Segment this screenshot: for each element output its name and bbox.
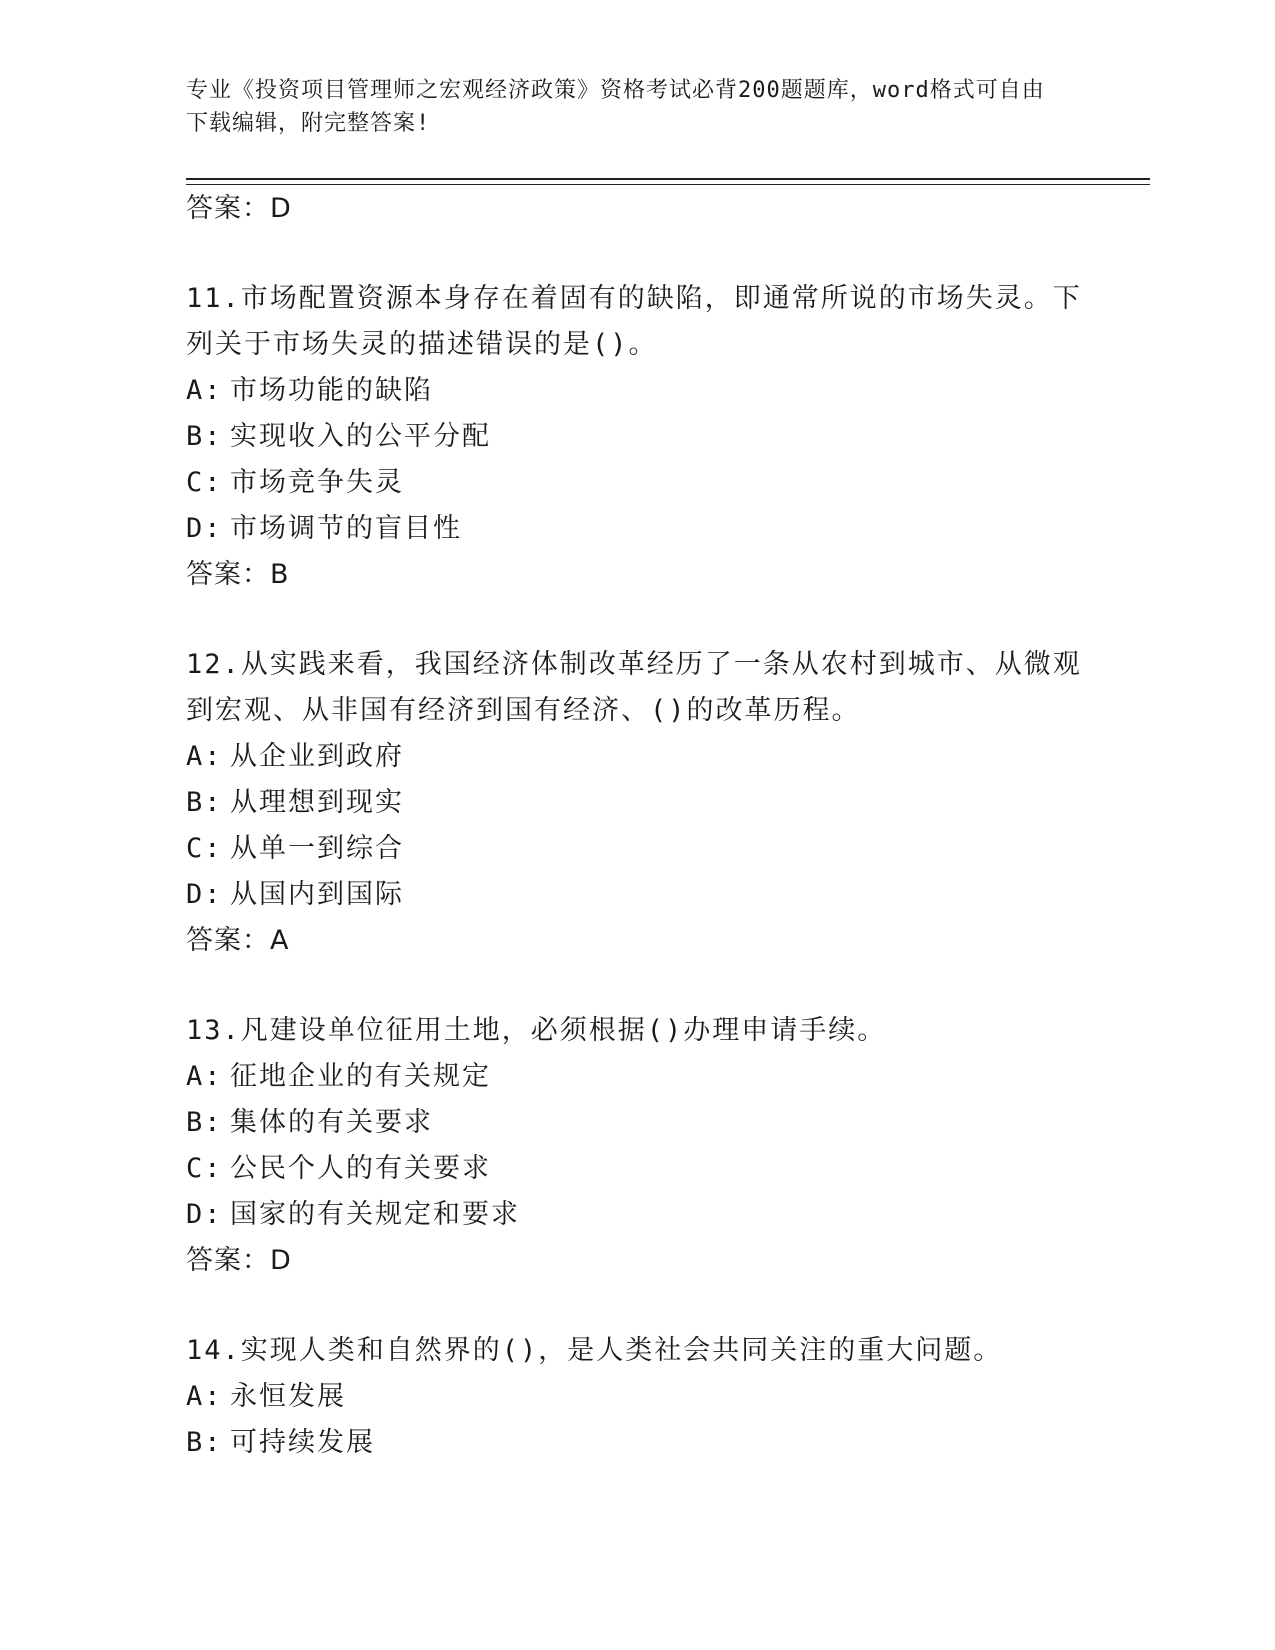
option-text: 实现收入的公平分配: [230, 421, 491, 452]
header-divider: [186, 178, 1150, 180]
answer-line: 答案：B: [186, 559, 290, 590]
question-stem: 13.凡建设单位征用土地，必须根据()办理申请手续。: [186, 1015, 887, 1046]
option-text: 市场功能的缺陷: [230, 375, 433, 406]
option-a: [186, 734, 1086, 780]
option-text: 可持续发展: [230, 1427, 375, 1458]
option-a: [186, 368, 1086, 414]
question-stem: 12.从实践来看，我国经济体制改革经历了一条从农村到城市、从微观到宏观、从非国有经济到国有经济、()的改革历程。: [186, 649, 1082, 726]
answer-line: 答案：D: [186, 193, 292, 224]
answer-line: 答案：A: [186, 925, 290, 956]
option-letter: B:: [186, 1427, 223, 1458]
option-letter: A:: [186, 1381, 223, 1412]
option-text: 集体的有关要求: [230, 1107, 433, 1138]
option-letter: D:: [186, 513, 223, 544]
header-title: 专业《投资项目管理师之宏观经济政策》资格考试必背200题题库，word格式可自由下载编辑，附完整答案!: [186, 78, 1045, 136]
option-text: 永恒发展: [230, 1381, 346, 1412]
option-d: [186, 1192, 1086, 1238]
option-c: [186, 460, 1086, 506]
option-text: 从国内到国际: [230, 879, 404, 910]
option-text: 公民个人的有关要求: [230, 1153, 491, 1184]
option-letter: B:: [186, 787, 223, 818]
option-letter: B:: [186, 1107, 223, 1138]
question-stem: 11.市场配置资源本身存在着固有的缺陷，即通常所说的市场失灵。下列关于市场失灵的描述错误的是()。: [186, 283, 1082, 360]
question-13: [186, 1008, 1086, 1284]
option-b: [186, 780, 1086, 826]
option-letter: B:: [186, 421, 223, 452]
option-text: 从单一到综合: [230, 833, 404, 864]
header-divider-thin: [186, 184, 1150, 185]
option-text: 从理想到现实: [230, 787, 404, 818]
question-stem: 14.实现人类和自然界的()，是人类社会共同关注的重大问题。: [186, 1335, 1003, 1366]
option-d: [186, 872, 1086, 918]
question-14: [186, 1328, 1086, 1466]
option-a: [186, 1054, 1086, 1100]
option-c: [186, 1146, 1086, 1192]
option-text: 市场调节的盲目性: [230, 513, 462, 544]
option-letter: D:: [186, 879, 223, 910]
document-body: [186, 186, 1086, 1466]
answer-line: 答案：D: [186, 1245, 292, 1276]
option-letter: D:: [186, 1199, 223, 1230]
option-text: 国家的有关规定和要求: [230, 1199, 520, 1230]
option-letter: A:: [186, 1061, 223, 1092]
option-letter: A:: [186, 741, 223, 772]
option-a: [186, 1374, 1086, 1420]
question-12: [186, 642, 1086, 964]
option-text: 市场竞争失灵: [230, 467, 404, 498]
option-b: [186, 1100, 1086, 1146]
option-c: [186, 826, 1086, 872]
document-header: [186, 74, 1066, 140]
option-d: [186, 506, 1086, 552]
option-letter: A:: [186, 375, 223, 406]
option-letter: C:: [186, 1153, 223, 1184]
option-b: [186, 1420, 1086, 1466]
option-letter: C:: [186, 467, 223, 498]
question-11: [186, 276, 1086, 598]
option-text: 从企业到政府: [230, 741, 404, 772]
option-b: [186, 414, 1086, 460]
option-text: 征地企业的有关规定: [230, 1061, 491, 1092]
option-letter: C:: [186, 833, 223, 864]
